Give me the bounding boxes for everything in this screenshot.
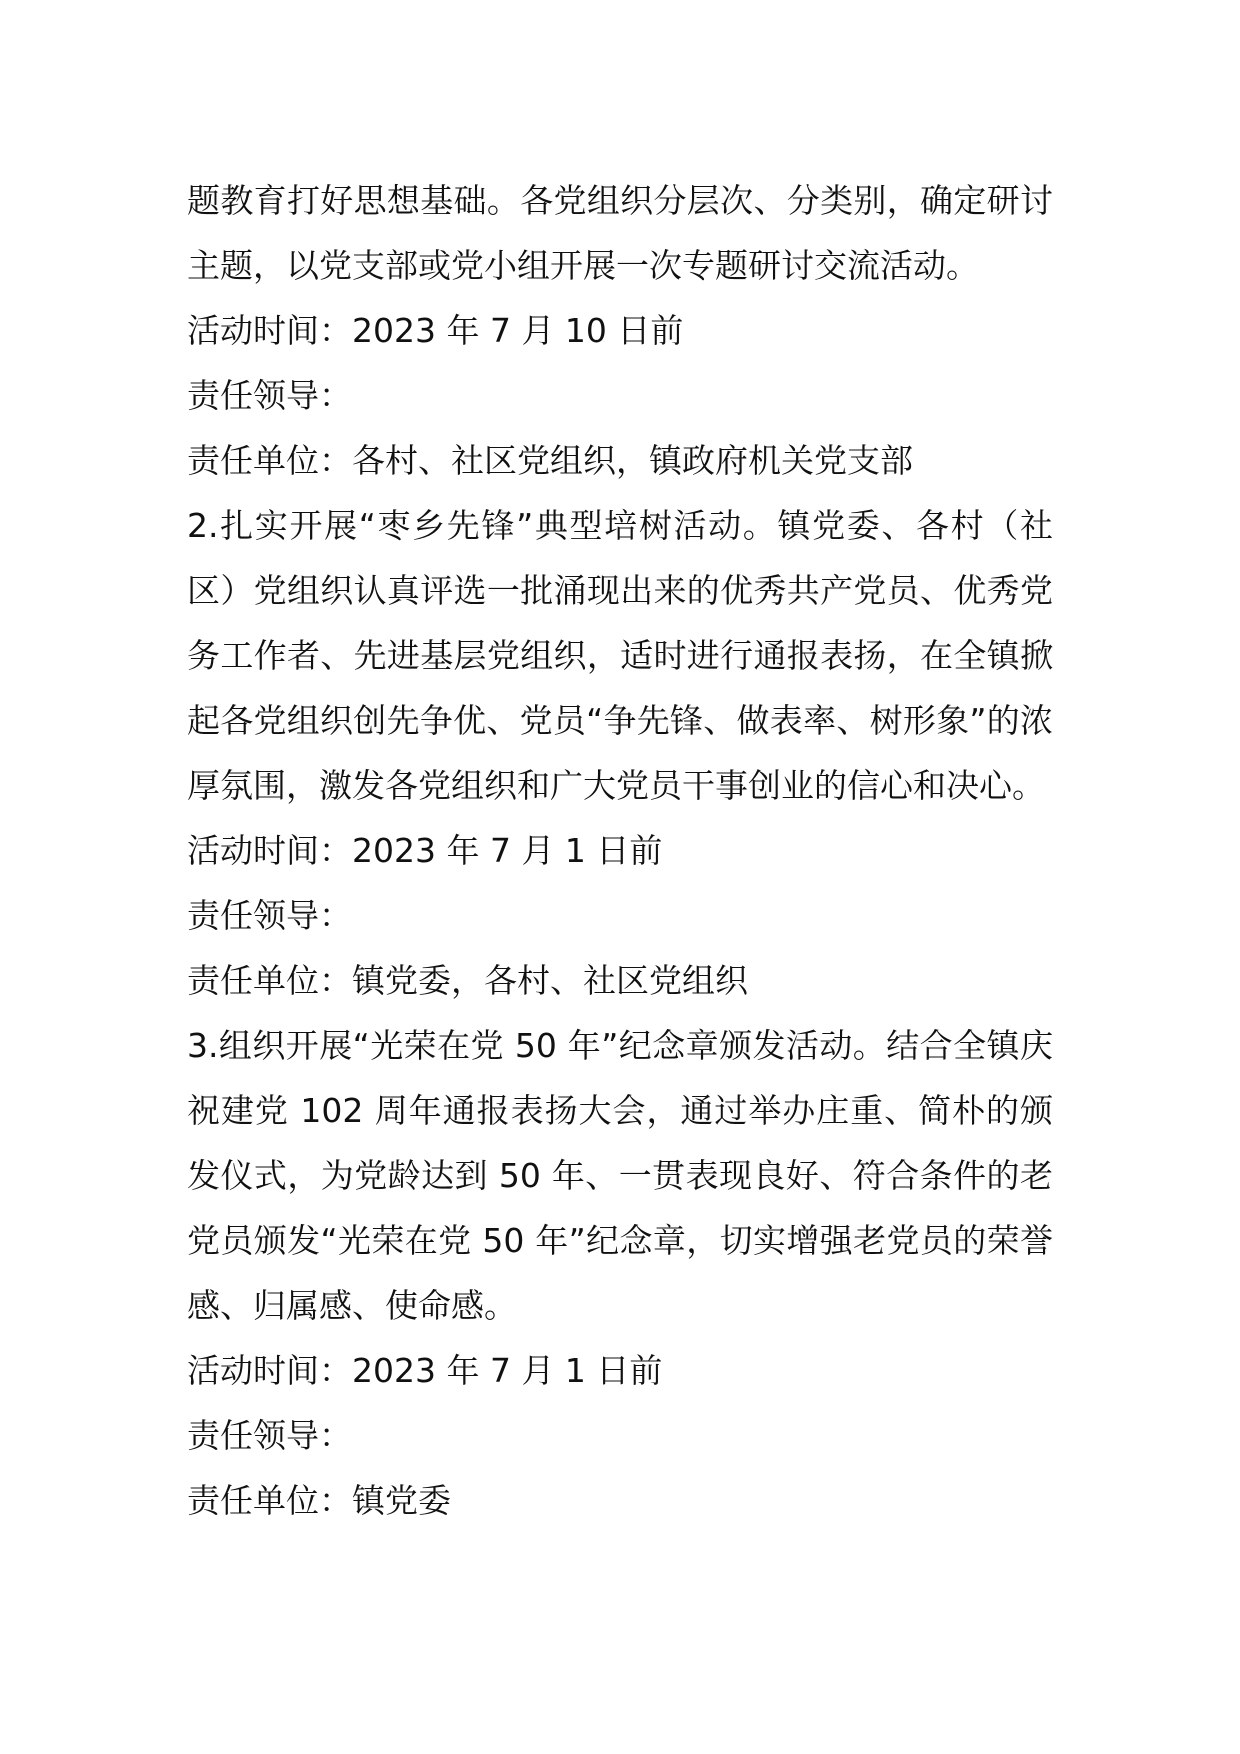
- item-3-paragraph: 3.组织开展“光荣在党 50 年”纪念章颁发活动。结合全镇庆祝建党 102 周年通报表扬大会，通过举办庄重、简朴的颁发仪式，为党龄达到 50 年、一贯表现良好、符合条件的老党员颁发“光荣在党 50 年”纪念章，切实增强老党员的荣誉感、归属感、使命感。: [187, 1026, 1053, 1325]
- responsible-leader-2: 责任领导：: [187, 896, 352, 935]
- responsible-unit-2: 责任单位：镇党委，各村、社区党组织: [187, 961, 748, 1000]
- activity-time-2: 活动时间：2023 年 7 月 1 日前: [187, 831, 663, 870]
- responsible-leader-3: 责任领导：: [187, 1416, 352, 1455]
- item-2-paragraph: 2.扎实开展“枣乡先锋”典型培树活动。镇党委、各村（社区）党组织认真评选一批涌现出来的优秀共产党员、优秀党务工作者、先进基层党组织，适时进行通报表扬，在全镇掀起各党组织创先争优、党员“争先锋、做表率、树形象”的浓厚氛围，激发各党组织和广大党员干事创业的信心和决心。: [187, 506, 1053, 805]
- responsible-unit-1: 责任单位：各村、社区党组织，镇政府机关党支部: [187, 441, 913, 480]
- activity-time-3: 活动时间：2023 年 7 月 1 日前: [187, 1351, 663, 1390]
- paragraph-1-continuation: 题教育打好思想基础。各党组织分层次、分类别，确定研讨主题，以党支部或党小组开展一次专题研讨交流活动。: [187, 181, 1053, 285]
- responsible-leader-1: 责任领导：: [187, 376, 352, 415]
- document-body: [187, 168, 1053, 1533]
- responsible-unit-3: 责任单位：镇党委: [187, 1481, 451, 1520]
- activity-time-1: 活动时间：2023 年 7 月 10 日前: [187, 311, 684, 350]
